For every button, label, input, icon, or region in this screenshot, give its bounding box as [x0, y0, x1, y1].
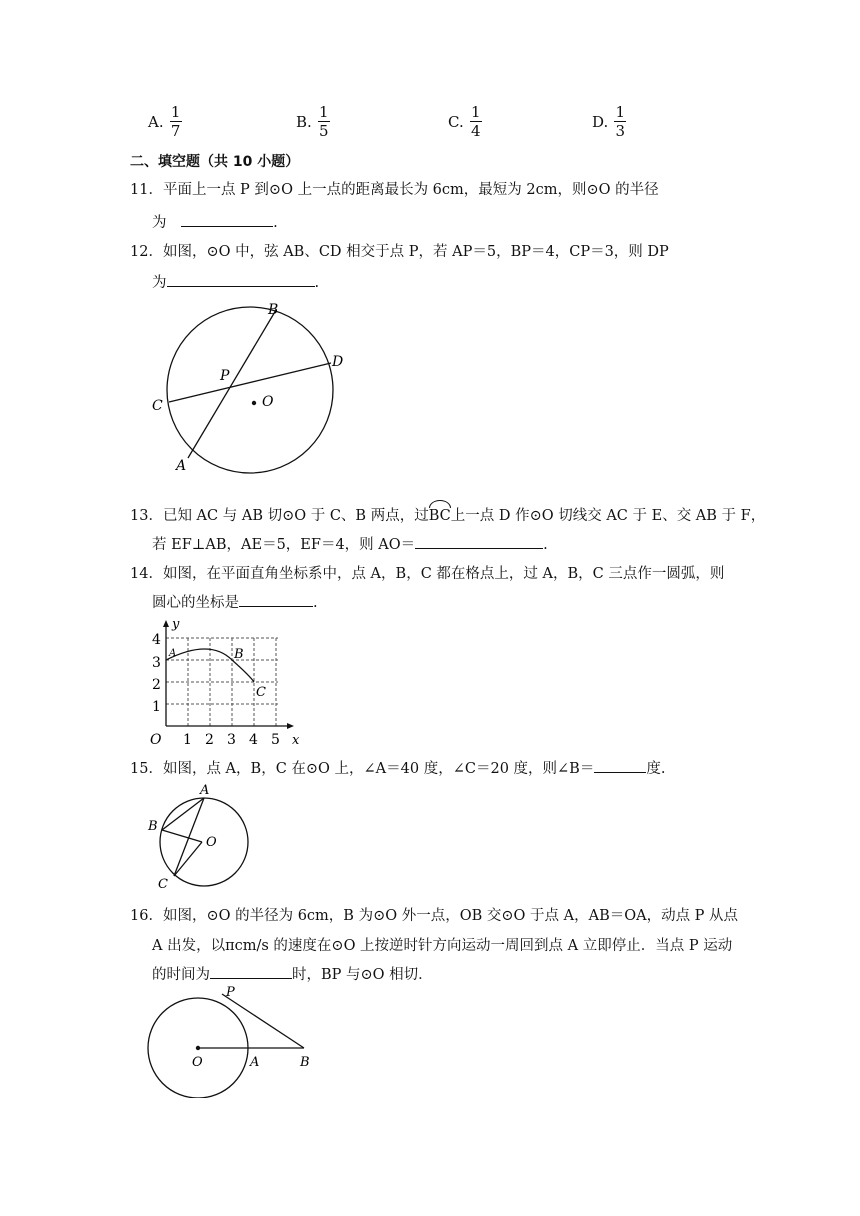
option-a-numerator: 1 [170, 103, 181, 121]
q12-label-a: A [176, 458, 187, 474]
q12-line1 [130, 242, 669, 262]
option-a-fraction [170, 104, 182, 139]
q16-line2 [152, 936, 732, 956]
q15-label-b: B [148, 819, 158, 834]
option-b [296, 104, 330, 139]
option-d-denominator: 3 [615, 122, 626, 140]
q12-text-2: 为 [152, 275, 167, 291]
option-b-denominator: 5 [319, 122, 329, 140]
q12-text: 如图，⊙O 中，弦 AB、CD 相交于点 P，若 AP＝5，BP＝4，CP＝3，则 DP [162, 244, 669, 260]
q16-text-3b: 时，BP 与⊙O 相切． [292, 967, 433, 983]
option-b-label: B. [296, 112, 312, 131]
option-c-denominator: 4 [470, 122, 481, 140]
q15-label-a: A [200, 783, 210, 798]
option-a-denominator: 7 [170, 122, 181, 140]
q15-circle [160, 798, 248, 886]
q13-number: 13． [130, 508, 163, 524]
q14-x-tick-4: 4 [249, 732, 258, 748]
q14-number: 14． [130, 566, 163, 582]
q13-text-2: 若 EF⊥AB，AE＝5，EF＝4，则 AO＝ [152, 537, 416, 553]
q15-label-o: O [206, 835, 217, 850]
q14-x-tick-1: 1 [183, 732, 192, 748]
q15-number: 15． [130, 761, 163, 777]
q16-line1 [130, 906, 738, 926]
q16-text: 如图，⊙O 的半径为 6cm，B 为⊙O 外一点，OB 交⊙O 于点 A，AB＝OA，动点 P 从点 [162, 908, 739, 924]
q16-label-a: A [250, 1055, 260, 1070]
q15-text: 如图，点 A，B，C 在⊙O 上，∠A＝40 度，∠C＝20 度，则∠B＝ [162, 761, 595, 777]
option-c-numerator: 1 [470, 103, 481, 121]
q11-end: . [273, 215, 278, 231]
option-a [148, 104, 182, 139]
q14-y-tick-4: 4 [152, 632, 161, 648]
q16-tangent-pb [222, 994, 304, 1048]
option-c-fraction [470, 104, 482, 139]
q14-line2 [152, 592, 318, 613]
q11-number: 11． [130, 182, 163, 198]
q11-answer-blank[interactable] [181, 212, 273, 227]
q14-x-label: x [292, 733, 300, 748]
q14-y-tick-3: 3 [152, 655, 161, 671]
q14-figure [146, 618, 310, 750]
q13-text-b: 上一点 D 作⊙O 切线交 AC 于 E、交 AB 于 F， [450, 508, 766, 524]
q16-label-b: B [300, 1055, 310, 1070]
q12-line2 [152, 272, 319, 293]
option-d-label: D. [592, 112, 609, 131]
option-d-numerator: 1 [615, 103, 626, 121]
q14-line1 [130, 564, 724, 584]
q15-figure [146, 780, 254, 892]
q16-figure [144, 984, 324, 1098]
q16-center-dot [196, 1046, 200, 1050]
q14-label-a: A [169, 648, 177, 659]
q16-label-p: P [226, 985, 235, 1000]
q11-line2 [152, 212, 278, 233]
q13-line1 [130, 506, 765, 526]
q14-grid [166, 638, 278, 726]
q12-circle [167, 307, 333, 473]
q12-label-p: P [220, 368, 230, 384]
q14-x-tick-2: 2 [205, 732, 214, 748]
q12-label-o: O [262, 394, 274, 410]
q12-figure [148, 298, 360, 480]
q12-chord-cd [169, 363, 331, 402]
q16-line3 [152, 964, 433, 985]
q15-seg-bo [162, 830, 202, 842]
q14-text: 如图，在平面直角坐标系中，点 A，B，C 都在格点上，过 A，B，C 三点作一圆弧，则 [162, 566, 725, 582]
q15-end: 度. [646, 761, 666, 777]
q16-answer-blank[interactable] [210, 964, 292, 979]
q15-label-c: C [158, 877, 168, 892]
q11-text-2: 为 [152, 215, 167, 231]
q14-label-c: C [256, 685, 266, 700]
q12-label-c: C [152, 398, 163, 414]
q14-label-b: B [234, 647, 244, 662]
option-c-label: C. [448, 112, 464, 131]
q15-line1 [130, 758, 665, 779]
q13-line2 [152, 534, 548, 555]
q15-seg-co [174, 842, 202, 876]
q12-center-dot [252, 401, 256, 405]
q16-text-2: A 出发，以πcm/s 的速度在⊙O 上按逆时针方向运动一周回到点 A 立即停止．当点 P 运动 [152, 938, 733, 954]
q11-line1 [130, 180, 659, 200]
q14-text-2: 圆心的坐标是 [152, 595, 239, 611]
q16-text-3a: 的时间为 [152, 967, 210, 983]
q12-answer-blank[interactable] [167, 272, 315, 287]
q11-text: 平面上一点 P 到⊙O 上一点的距离最长为 6cm，最短为 2cm，则⊙O 的半径 [162, 182, 659, 198]
q14-end: . [313, 595, 318, 611]
q12-label-d: D [332, 354, 344, 370]
option-d-fraction [614, 104, 626, 139]
q14-x-tick-3: 3 [227, 732, 236, 748]
q14-y-label: y [172, 618, 180, 632]
q12-end: . [314, 275, 320, 291]
q14-origin-label: O [150, 732, 162, 748]
q14-y-tick-1: 1 [152, 699, 161, 715]
option-c [448, 104, 482, 139]
option-d [592, 104, 626, 139]
q16-label-o: O [192, 1055, 203, 1070]
option-a-label: A. [148, 112, 164, 131]
q13-end: . [543, 537, 548, 553]
option-b-fraction [318, 104, 330, 139]
q14-y-tick-2: 2 [152, 677, 161, 693]
q16-number: 16． [130, 908, 163, 924]
q12-number: 12． [130, 244, 163, 260]
q13-text-a: 已知 AC 与 AB 切⊙O 于 C、B 两点，过 [162, 508, 429, 524]
q15-answer-blank[interactable] [594, 758, 646, 773]
q13-answer-blank[interactable] [415, 534, 543, 549]
section-title: 二、填空题（共 10 小题） [130, 154, 300, 170]
q12-chord-ab [188, 310, 276, 458]
q12-label-b: B [268, 302, 279, 318]
q14-answer-blank[interactable] [239, 592, 313, 607]
option-b-numerator: 1 [319, 103, 329, 121]
q14-x-tick-5: 5 [271, 732, 280, 748]
q13-arc-bc: BC [428, 508, 451, 524]
